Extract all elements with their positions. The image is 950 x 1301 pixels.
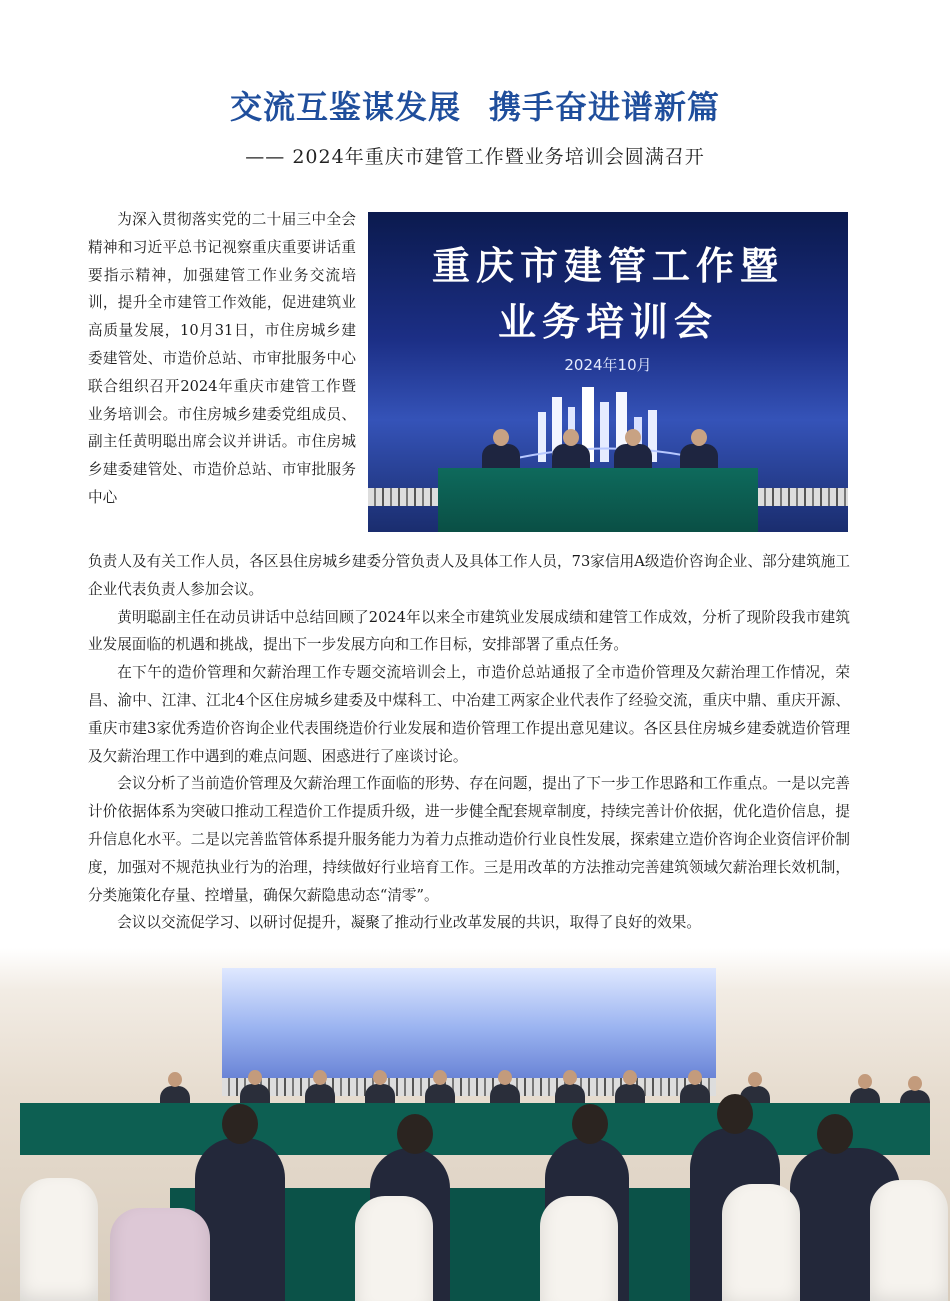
decorative-border-left: [368, 488, 438, 506]
screen-title-line1: 重庆市建管工作暨: [431, 244, 784, 288]
chair: [722, 1184, 800, 1301]
decorative-border-right: [758, 488, 848, 506]
paragraph-1-continued: 负责人及有关工作人员，各区县住房城乡建委分管负责人及具体工作人员，73家信用A级造价咨询企业、部分建筑施工企业代表负责人参加会议。: [88, 553, 850, 598]
headline-part2: 携手奋进谱新篇: [489, 88, 721, 126]
paragraph-3: 在下午的造价管理和欠薪治理工作专题交流培训会上，市造价总站通报了全市造价管理及欠薪治理工作情况，荣昌、渝中、江津、江北4个区住房城乡建委及中煤科工、中冶建工两家企业代表作了经验交流，重庆中鼎、重庆开源、重庆市建3家优秀造价咨询企业代表围绕造价行业发展和造价管理工作提出意见建议。各区县住房城乡建委就造价管理及欠薪治理工作中遇到的难点问题、困惑进行了座谈讨论。: [88, 664, 850, 765]
meeting-photo-top: [368, 212, 848, 532]
conference-table: [20, 1103, 930, 1155]
presidium-table: [438, 468, 758, 532]
chair: [110, 1208, 210, 1301]
paragraph-2: 黄明聪副主任在动员讲话中总结回顾了2024年以来全市建筑业发展成绩和建管工作成效，分析了现阶段我市建筑业发展面临的机遇和挑战，提出下一步发展方向和工作目标，安排部署了重点任务。: [88, 608, 850, 654]
article-body: [88, 548, 850, 937]
skyline-graphic: [508, 382, 708, 462]
screen-title-line2: 业务培训会: [497, 300, 718, 344]
hall-screen: [222, 968, 716, 1078]
subtitle: —— 2024年重庆市建管工作暨业务培训会圆满召开: [245, 146, 705, 168]
attendee: [680, 444, 718, 470]
headline: [0, 82, 950, 128]
paragraph-5: 会议以交流促学习、以研讨促提升，凝聚了推动行业改革发展的共识，取得了良好的效果。: [117, 914, 701, 932]
paragraph-4: 会议分析了当前造价管理及欠薪治理工作面临的形势、存在问题，提出了下一步工作思路和工作重点。一是以完善计价依据体系为突破口推动工程造价工作提质升级，进一步健全配套规章制度，持续完善计价依据，优化造价信息，提升信息化水平。二是以完善监管体系提升服务能力为着力点推动造价行业良性发展，探索建立造价咨询企业资信评价制度，加强对不规范执业行为的治理，持续做好行业培育工作。三是用改革的方法推动完善建筑领域欠薪治理长效机制，分类施策化存量、控增量，确保欠薪隐患动态“清零”。: [88, 775, 850, 904]
screen-date: 2024年10月: [564, 356, 652, 374]
headline-part1: 交流互鉴谋发展: [229, 88, 461, 126]
attendee: [552, 444, 590, 470]
chair: [355, 1196, 433, 1301]
screen-title: [368, 238, 848, 350]
chair: [20, 1178, 98, 1301]
meeting-photo-bottom: [0, 948, 950, 1301]
attendee: [614, 444, 652, 470]
chair: [540, 1196, 618, 1301]
chair: [870, 1180, 948, 1301]
paragraph-1-wrapped: 为深入贯彻落实党的二十届三中全会精神和习近平总书记视察重庆重要讲话重要指示精神，加强建管工作业务交流培训，提升全市建管工作效能，促进建筑业高质量发展，10月31日，市住房城乡建委建管处、市造价总站、市审批服务中心联合组织召开2024年重庆市建管工作暨业务培训会。市住房城乡建委党组成员、副主任黄明聪出席会议并讲话。市住房城乡建委建管处、市造价总站、市审批服务中心: [88, 211, 356, 506]
attendee: [482, 444, 520, 470]
